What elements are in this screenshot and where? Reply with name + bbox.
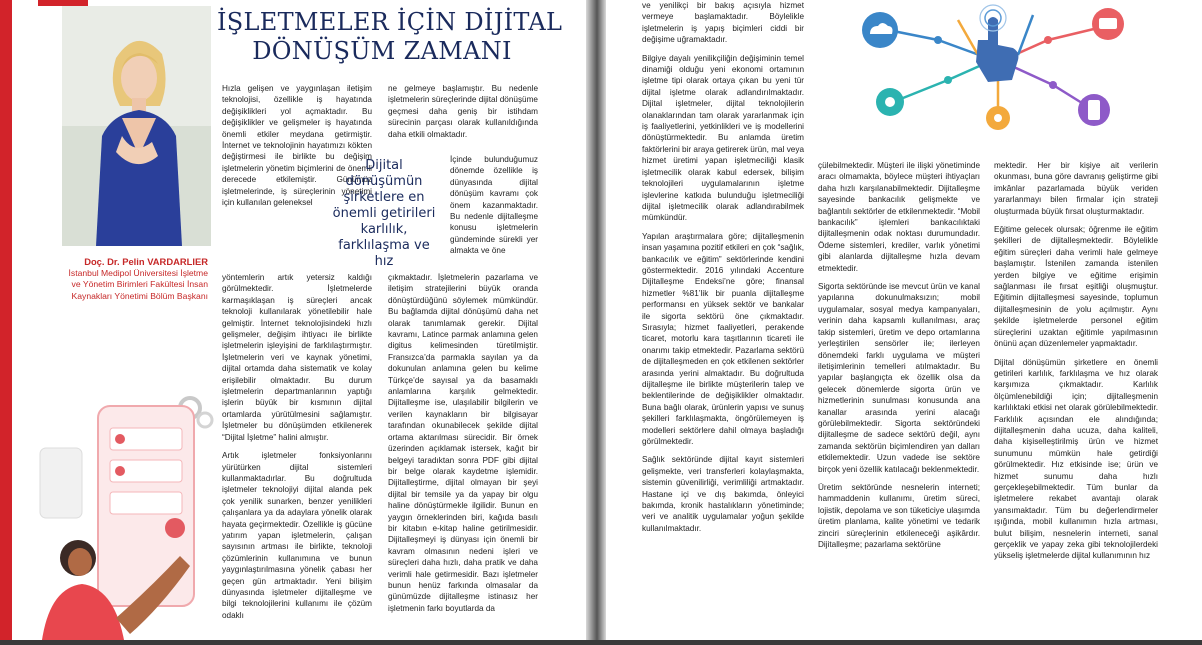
body-paragraph: yöntemlerin artık yetersiz kaldığı görülmektedir. İşletmelerde karmaşıklaşan iş süreçleri ancak teknoloji kullanılarak yönetilebilir hale gelmiştir. İnternet teknolojisindeki hızlı gelişmeler, değişim ihtiyacı ile birlikte işletmelerin işleyişini de farklılaştırmıştır. İşletmelerin veri ve kaynak yönetimi, dijital ortamda daha sistematik ve kolay erişilebilir olmaktadır. Bu durum işletmelerin departmanlarının yaptığı işlerin büyük bir kısmının dijital ortamlarda yürütülmesini sağlamıştır. İşletmeler bu dönüşümden etkilenerek “Dijital İşletme” halini almıştır. bbox=[222, 273, 372, 442]
right-col3-body bbox=[994, 160, 1158, 640]
cloud-icon bbox=[862, 12, 898, 48]
left-col2-body bbox=[388, 272, 538, 640]
red-margin-bar bbox=[0, 0, 12, 640]
chat-icon bbox=[1092, 8, 1124, 40]
body-paragraph: Yapılan araştırmalara göre; dijitalleşmenin insan yaşamına pozitif etkileri en çok “sağlık, bankacılık ve eğitim” sektörlerinde kendini göstermektedir. 2016 yılındaki Accenture Dijitalleşme Endeksi’ne göre; finansal hizmetler %81’lik bir puanla dijitalleşme performansı en yüksek sektör ve bankalar ile sigorta sektörü öne çıkmaktadır. Sırasıyla; hizmet faaliyetleri, perakende ticaret, motorlu kara taşıtlarının ticareti ile onarımı takip etmektedir. Pazarlama sektörü de dijitalleşmeden en çok etkilenen sektörler arasında yerini almaktadır. Bu doğrultuda dijitalleşme ile birlikte müşterilerin talep ve beklentilerinde de değişiklikler olmaktadır. Buna bağlı olarak, ürünlerin yapısı ve sunuş şekilleri farklılaşmakta, öngörülemeyen iş modelleri sektörlere dahil olmaya başladığı görülmektedir. bbox=[642, 231, 805, 447]
author-photo bbox=[62, 6, 211, 246]
author-name: Doç. Dr. Pelin VARDARLIER bbox=[84, 256, 208, 267]
body-paragraph: Bilgiye dayalı yenilikçiliğin değişiminin temel dinamiği olduğu yeni ekonomi ortamının işletme tipi olarak ortaya çıkan bu yeni tür dijital işletme olarak adlandırılmaktadır. Dijital işletmeler, dijital teknolojilerin olanaklarından tam olarak yararlanmak için iş faaliyetlerini, yetkinlikleri ve iş modellerini dönüştürmektedir. Bu anlamda üretim faktörlerini bir araya getirerek ürün, mal veya hizmet üretimi yapan işletmeciliği klasik işletmecilik olarak kabul edersek, bilişim teknolojileri uygulamalarının işletme işlevlerine katkıda bulunduğu işletmeciliği dijital işletmecilik olarak adlandırabilmek mümkündür. bbox=[642, 53, 804, 223]
target-icon bbox=[986, 106, 1010, 130]
body-paragraph: Üretim sektöründe nesnelerin interneti; hammaddenin kullanımı, üretim süreci, lojistik, depolama ve son tüketiciye ulaşımda üretim planlama, kalite yönetimi ve tedarik zinciri süreçlerinin etkileneceği aşikârdır. Dijitalleşme; pazarlama sektörüne bbox=[818, 482, 980, 549]
body-paragraph: Sağlık sektöründe dijital kayıt sistemleri gelişmekte, veri transferleri kolaylaşmakta, sistemin güvenilirliği, verimliliği artmaktadır. Hastane içi ve dış bakımda, önleyici bakımda, kronik hastalıkların yönetiminde; veri ve analitik uygulamalar yoğun şekilde kullanılmaktadır. bbox=[642, 455, 804, 533]
phone-woman-illustration bbox=[20, 388, 220, 640]
left-col1-intro bbox=[222, 83, 372, 208]
body-paragraph: Eğitime gelecek olursak; öğrenme ile eğitim şekilleri de dijitalleşmektedir. Böylelikle eğitim süreçleri daha verimli hale gelmeye başlamıştır. İstenilen zamanda istenilen yerden bilgiye ve eğitime erişimin sağlanması ile fırsat eşitliği oluşmuştur. Eğitimin dijitalleşmesi sayesinde, toplumun dijitalleşmesinin de yolu açılmıştır. Aynı şekilde işletmelerde personel eğitim süreçlerini uzaktan eğitimle yapılmasının önünü açan düzenlemeler yapmaktadır. bbox=[994, 225, 1158, 349]
body-paragraph: çıkmaktadır. İşletmelerin pazarlama ve iletişim stratejilerini büyük oranda dönüştürdüğünü söylemek mümkündür. Bu bağlamda dijital dönüşümü daha net olarak tanımlamak gerekir. Dijital kavramı, Latince parmak anlamına gelen digitus kelimesinden türetilmiştir. Fransızca’da parmakla sayılan ya da dokunulan anlamına gelen bu kelime Türkçe’de sayısal ya da basamaklı anlamlarına karşılık gelmektedir. Dijitalleşme ise, ulaşılabilir bilgilerin ve verilen kaynakların bir bilgisayar tarafından okunabilecek şekilde dijital ortama aktarılması sürecidir. Bir örnek üzerinden açıklamak istersek, kağıt bir belgeyi taradıktan sonra PDF gibi dijital bir belge olarak kaydetme işlemidir. Dijitalleştirme, dijital olmayan bir şeyi dijital bir temsile ya da yapay bir olgu haline dönüştürmekle ilgilidir. Bunun en yaygın örneklerinden biri, kağıda basılı bir kitabın e-kitap haline getirilmesidir. Dijitalleşmeyi iş dünyası için önemli bir kavram olmasının nedeni işleri ve süreçleri daha hızlı, daha pratik ve daha verimli hale getirmesidir. Bazı işletmeler bunun henüz farkında olmasalar da günümüzde dijitalleşme istinasız her işletmenin farkı boyutlarda da bbox=[388, 273, 538, 613]
phone-icon bbox=[1078, 94, 1110, 126]
left-page bbox=[0, 0, 586, 640]
digital-user-illustration bbox=[20, 388, 220, 640]
body-paragraph: ve yenilikçi bir bakış açısıyla hizmet vermeye başlamaktadır. Böylelikle işletmelerin iş yapış biçimleri ciddi bir değişime uğramaktadır. bbox=[642, 1, 804, 45]
author-credit bbox=[40, 256, 208, 302]
right-col2-body bbox=[818, 160, 980, 640]
author-portrait-image bbox=[62, 6, 211, 246]
body-paragraph bbox=[222, 169, 322, 180]
left-col1-body bbox=[222, 272, 372, 640]
body-paragraph: mektedir. Her bir kişiye ait verilerin okunması, buna göre davranış geliştirme gibi imkânlar pazarlamada büyük veriden yararlanmayı bilen firmalar için strateji oluşturmada büyük fırsat oluşturmaktadır. bbox=[994, 161, 1158, 216]
body-paragraph: Hızla gelişen ve yaygınlaşan iletişim teknolojisi, özellikle iş hayatında değişiklikleri yol açmaktadır. Bu değişiklikler ve gelişmeler iş hayatında önemli etkiler meydana getirmiştir. İnternet ve teknolojinin hayatımızı kökten değiştirmesi ile birlikte bu değişim işletmelerin yönetim biçimlerini de önemli derecede etkilemiştir. Günümüz işletmelerinde, iş süreçlerinin yönetimi için kullanılan geleneksel bbox=[222, 84, 372, 208]
right-col1-body bbox=[642, 0, 804, 640]
body-paragraph: ne gelmeye başlamıştır. Bu nedenle işletmelerin süreçlerinde dijital dönüşüme geçmesi daha geniş bir istihdam sürecinin parçası olarak kullanıldığında daha etkili olmaktadır. bbox=[388, 84, 538, 139]
body-paragraph: Dijital dönüşümün şirketlere en önemli getirileri karlılık, farklılaşma ve hız olarak karşımıza çıkmaktadır. Karlılık ölçümlenebildiği için; dijitalleşmenin karlılıktaki etkisi net olarak görülebilmektedir. Farklılık açısından ele alındığında; dijitalleşmenin daha ucuza, daha kaliteli, daha kişiselleştirilmiş ürün ve hizmet sunumunu mümkün hale getirdiği görülmektedir. Hız etkisinde ise; ürün ve hizmet sunumu daha hızlı gerçekleşebilmektedir. Tüm bunlar da işletmelere rekabet avantajı olarak yansımaktadır. Tüm bu değerlendirmeler ışığında, mobil kullanımın hızla artması, bulut bilişim, nesnelerin interneti, sanal gerçeklik ve yapay zeka gibi teknolojilerdeki yükseliş işletmelerde dijital kullanımının hız bbox=[994, 357, 1158, 561]
author-affiliation-line: Kaynakları Yönetimi Bölüm Başkanı bbox=[71, 290, 208, 301]
gear-icon bbox=[876, 88, 904, 116]
touch-network-illustration bbox=[828, 0, 1158, 135]
title-line-2: DÖNÜŞÜM ZAMANI bbox=[252, 37, 512, 65]
article-title bbox=[217, 8, 563, 66]
left-col1-wrap bbox=[222, 169, 322, 269]
pull-quote: Dijital dönüşümün şirketlere en önemli getirileri karlılık, farklılaşma ve hız bbox=[332, 158, 436, 269]
body-paragraph: Artık işletmeler fonksiyonlarını yürütürken dijital sistemleri kullanmaktadırlar. Bu doğrultuda işletmeler teknolojiyi dijital alanda pek çok yenilik sunarken, benzer yenilikleri çalışanlara ya da adaylara yönelik olarak hayata geçirmektedir. Özellikle iş gücüne yatırım yapan işletmelerin, çalışan sayısının artması ile birlikte, teknoloji çözümlerinin kullanımına ve bunun yaygınlaştırılmasına yönelik çabası her geçen gün artmaktadır. Yeni bilişim dünyasında işletmeler dijitalleşme ve bilgi teknolojilerini kullanımı ile çözüm odaklı bbox=[222, 451, 372, 620]
body-paragraph: Sigorta sektöründe ise mevcut ürün ve kanal yapılarına dokunulmaksızın; mobil uygulamalar, sosyal medya kampanyaları, verinin daha kapsamlı kullanılması, araç takip sistemleri, üretim ve depo ortamlarına yerleştirilen sensörler ile; ilerleyen dönemdeki farklı uygulama ve müşteri iletişimlerinin temelleri atılmaktadır. Bu yapılar başlangıçta ek özellik olsa da gelecek dönemlerde sigorta ürün ve hizmetlerinin sunulması konusunda ana kanallar arasında yerini alacağı görülebilmektedir. Sigorta sektöründeki dijitalleşme de sadece sektörü değil, aynı zamanda sektörün biçimlendiren yan dalları etkilemektedir. Uzun vadede ise sektöre birçok yeni özellik katılacağı beklenmektedir. bbox=[818, 282, 980, 474]
title-line-1: İŞLETMELER İÇİN DİJİTAL bbox=[217, 8, 563, 36]
author-affiliation-line: İstanbul Medipol Üniversitesi İşletme bbox=[68, 267, 208, 278]
body-paragraph: İçinde bulunduğumuz dönemde özellikle iş dünyasında dijital dönüşüm kavramı çok önem kazanmaktadır. Bu nedenle dijitalleşme konusu işletmelerin gündeminde sürekli yer almakta ve öne bbox=[450, 155, 538, 256]
left-col2-intro bbox=[388, 83, 538, 145]
hand-touch-network-icon bbox=[828, 0, 1158, 135]
page-gutter bbox=[586, 0, 606, 640]
left-col2-wrap bbox=[450, 154, 538, 270]
hand-icon bbox=[976, 5, 1018, 82]
body-paragraph: çülebilmektedir. Müşteri ile ilişki yönetiminde aracı olmamakta, böylece müşteri ihtiyaçları daha hızlı karşılanabilmektedir. Dijitalleşme sayesinde bankacılık gelişmekte ve bağlantılı sektörler de etkilenmektedir. “Mobil bankacılık” işlemleri bankacılıktaki dijitalleşmenin odak noktası durumundadır. Ödeme sistemleri, krediler, varlık yönetimi gibi alanlarda dijitalleşme hızla devam etmektedir. bbox=[818, 161, 981, 273]
author-affiliation-line: ve Yönetim Birimleri Fakültesi İnsan bbox=[71, 279, 208, 289]
